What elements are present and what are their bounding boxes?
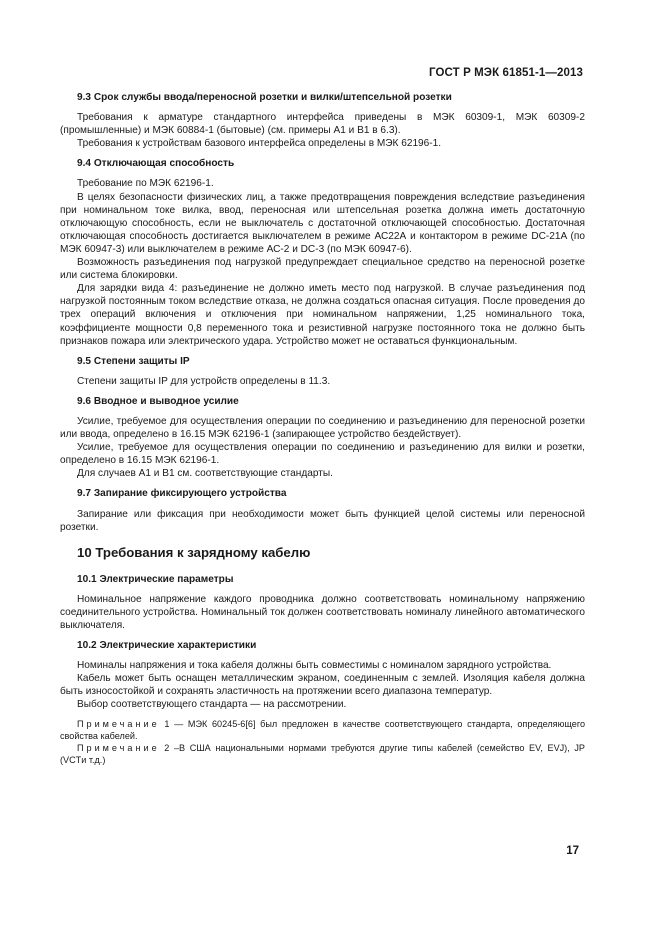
section-9-6-title: 9.6 Вводное и выводное усилие [77,395,239,407]
page-number: 17 [566,845,579,857]
paragraph: В целях безопасности физических лиц, а также предотвращения повреждения вследствие разъединения при номинальном токе вилка, ввод, переносная или штепсельная розетка должна иметь достаточную отключающую способность, если не выключатель с достаточной отключающей способностью. Достаточная отключающая способность достигается выключателем в режиме АС22А и контактором в режиме DC-21A (по МЭК 60947-3) или выключателем в режиме АС-2 и DC-3 (по МЭК 60947-6). [60,191,585,255]
paragraph: Возможность разъединения под нагрузкой предупреждает специальное средство на переносной розетке или система блокировки. [60,257,585,282]
paragraph: Требования к устройствам базового интерфейса определены в МЭК 62196-1. [77,138,442,150]
standard-header: ГОСТ Р МЭК 61851-1—2013 [429,67,583,79]
note-1 [60,718,585,742]
section-9-5-title: 9.5 Степени защиты IP [77,355,190,367]
page-content [60,91,585,766]
paragraph: Степени защиты IP для устройств определены в 11.3. [77,375,331,387]
note-label: Примечание [77,718,160,729]
paragraph: Для случаев А1 и В1 см. соответствующие стандарты. [77,468,333,480]
note-text: 1 — МЭК 60245-6[6] был предложен в качестве соответствующего стандарта, определяющего свойства кабелей. [60,718,585,741]
note-label: Примечание [77,742,160,753]
section-9-3-title: 9.3 Срок службы ввода/переносной розетки и вилки/штепсельной розетки [77,92,452,103]
section-9-7-title: 9.7 Запирание фиксирующего устройства [77,488,287,500]
paragraph: Номиналы напряжения и тока кабеля должны быть совместимы с номиналом зарядного устройства. [77,660,552,672]
section-10-2-title: 10.2 Электрические характеристики [77,640,257,652]
section-10-1-title: 10.1 Электрические параметры [77,573,234,585]
section-9-4-title: 9.4 Отключающая способность [77,158,235,170]
paragraph: Требование по МЭК 62196-1. [77,178,214,190]
paragraph: Запирание или фиксация при необходимости может быть функцией целой системы или переносной розетки. [60,508,585,533]
paragraph: Номинальное напряжение каждого проводника должно соответствовать номинальному напряжению соединительного устройства. Номинальный ток должен соответствовать номиналу линейного автоматического выключателя. [60,593,585,631]
paragraph: Выбор соответствующего стандарта — на рассмотрении. [77,699,347,711]
paragraph: Для зарядки вида 4: разъединение не должно иметь место под нагрузкой. В случае разъединения под нагрузкой постоянным током вследствие отказа, не должна создаться опасная ситуация. После проведения до трех операций включения и отключения при номинальном напряжении, 1,25 номинального тока, коэффициенте мощности 0,8 переменного тока и резистивной нагрузке постоянного тока не должно быть признаков пожара или электрического удара. Устройство может не оставаться функциональным. [60,283,585,347]
note-text: 2 –В США национальными нормами требуются другие типы кабелей (семейство EV, EVJ), JP (VCTи т.д.) [60,742,585,765]
paragraph: Кабель может быть оснащен металлическим экраном, соединенным с землей. Изоляция кабеля должна быть износостойкой и сохранять эластичность на протяжении всего диапазона температур. [60,673,585,698]
paragraph: Усилие, требуемое для осуществления операции по соединению и разъединению для вилки и розетки, определено в 16.15 МЭК 62196-1. [60,442,585,467]
note-2 [60,742,585,766]
section-10-title: 10 Требования к зарядному кабелю [77,544,311,560]
paragraph: Требования к арматуре стандартного интерфейса приведены в МЭК 60309-1, МЭК 60309-2 (промышленные) и МЭК 60884-1 (бытовые) (см. примеры А1 и В1 в 6.3). [60,112,585,137]
paragraph: Усилие, требуемое для осуществления операции по соединению и разъединению для переносной розетки или ввода, определено в 16.15 МЭК 62196-1 (запирающее устройство бездействует). [60,415,585,441]
